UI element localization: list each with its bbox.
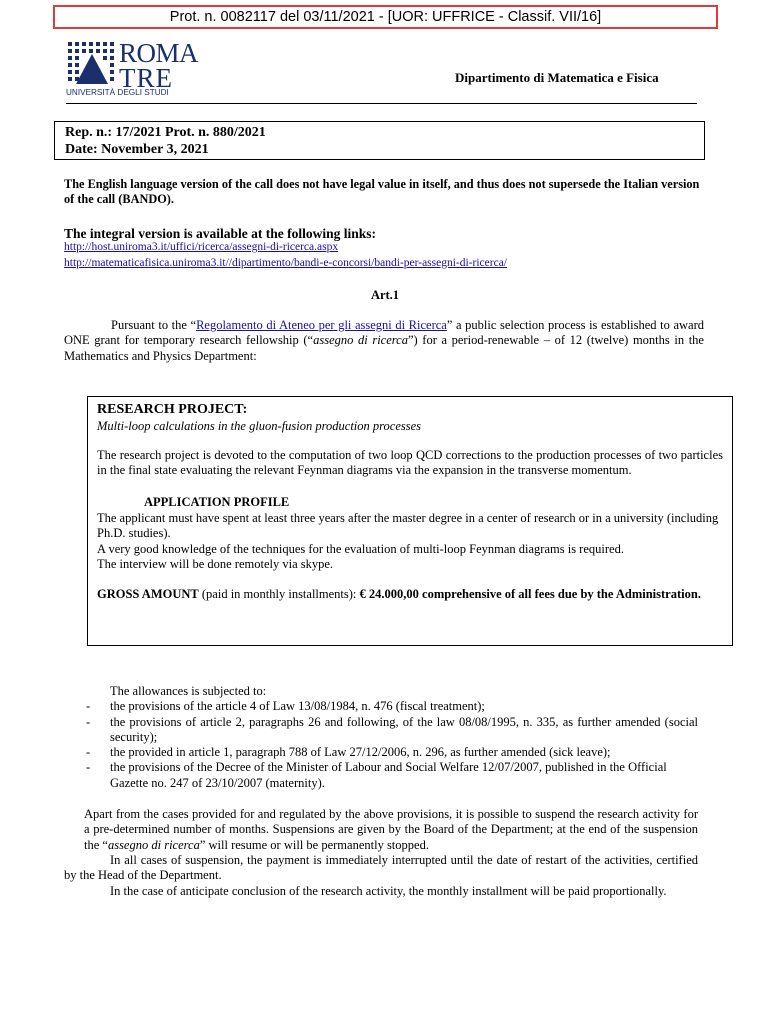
suspension-paragraph-1: Apart from the cases provided for and regulated by the above provisions, it is possible to suspend the research activity for a pre-determined number of months. Suspensions are given by the Board of the Department; at the end of the suspension the “assegno di ricerca” will resume or will be permanently stopped. bbox=[84, 807, 698, 852]
profile-requirement-1: The applicant must have spent at least three years after the master degree in a center of research or in a university (including Ph.D. studies). bbox=[97, 511, 719, 541]
article-1-text: Pursuant to the “Regolamento di Ateneo per gli assegni di Ricerca” a public selection process is established to award ONE grant for temporary research fellowship (“assegno di ricerca”) for a period-renewable – of 12 (twelve) months in the Mathematics and Physics Department: bbox=[64, 318, 704, 363]
application-profile-title: APPLICATION PROFILE bbox=[144, 495, 290, 509]
regolamento-link[interactable]: Regolamento di Ateneo per gli assegni di Ricerca bbox=[196, 318, 447, 332]
project-subtitle: Multi-loop calculations in the gluon-fusion production processes bbox=[97, 419, 422, 433]
suspension-paragraph-2: In all cases of suspension, the payment is immediately interrupted until the date of restart of the activities, certified by the Head of the Department. bbox=[64, 853, 698, 883]
list-item: - the provisions of article 2, paragraphs 26 and following, of the law 08/08/1995, n. 335, as further amended (social security); bbox=[86, 714, 698, 744]
roma-tre-logo bbox=[66, 40, 216, 100]
logo-roma-text: ROMA bbox=[119, 38, 199, 68]
list-item: - the provisions of the article 4 of Law 13/08/1984, n. 476 (fiscal treatment); bbox=[86, 699, 485, 714]
integral-links bbox=[64, 240, 507, 271]
logo-emblem-icon bbox=[66, 40, 118, 88]
project-title: RESEARCH PROJECT: bbox=[97, 402, 248, 417]
integral-heading: The integral version is available at the following links: bbox=[64, 226, 377, 241]
header-divider bbox=[66, 103, 697, 104]
allowances-intro: The allowances is subjected to: bbox=[110, 684, 267, 698]
department-name: Dipartimento di Matematica e Fisica bbox=[455, 70, 659, 85]
research-project-box bbox=[87, 396, 733, 646]
link-host-uniroma3[interactable]: http://host.uniroma3.it/uffici/ricerca/assegni-di-ricerca.aspx bbox=[64, 241, 339, 253]
rep-number: Rep. n.: 17/2021 Prot. n. 880/2021 bbox=[65, 125, 266, 140]
project-description: The research project is devoted to the computation of two loop QCD corrections to the production processes of two particles in the final state evaluating the relevant Feynman diagrams via the expansion in the transverse momentum. bbox=[97, 448, 723, 478]
rep-date: Date: November 3, 2021 bbox=[65, 142, 209, 157]
protocol-stamp: Prot. n. 0082117 del 03/11/2021 - [UOR: UFFRICE - Classif. VII/16] bbox=[53, 5, 718, 29]
link-matematicafisica[interactable]: http://matematicafisica.uniroma3.it//dipartimento/bandi-e-concorsi/bandi-per-assegni-di-ricerca/ bbox=[64, 256, 507, 269]
list-item: - the provisions of the Decree of the Minister of Labour and Social Welfare 12/07/2007, published in the Official Gazette no. 247 of 23/10/2007 (maternity). bbox=[86, 760, 667, 790]
gross-amount: GROSS AMOUNT (paid in monthly installments): € 24.000,00 comprehensive of all fees due by the Administration. bbox=[97, 587, 701, 601]
reference-box bbox=[54, 121, 705, 160]
profile-requirement-3: The interview will be done remotely via skype. bbox=[97, 557, 334, 571]
profile-requirement-2: A very good knowledge of the techniques for the evaluation of multi-loop Feynman diagrams is required. bbox=[97, 542, 624, 556]
legal-notice: The English language version of the call does not have legal value in itself, and thus does not supersede the Italian version of the call (BANDO). bbox=[64, 177, 700, 207]
article-1-title: Art.1 bbox=[370, 288, 400, 302]
logo-university-text: UNIVERSITÀ DEGLI STUDI bbox=[66, 88, 169, 97]
list-item: - the provided in article 1, paragraph 788 of Law 27/12/2006, n. 296, as further amended (sick leave); bbox=[86, 745, 611, 760]
logo-tre-text: TRE bbox=[119, 63, 173, 93]
allowances-list bbox=[86, 684, 698, 791]
suspension-paragraph-3: In the case of anticipate conclusion of the research activity, the monthly installment will be paid proportionally. bbox=[110, 884, 667, 898]
